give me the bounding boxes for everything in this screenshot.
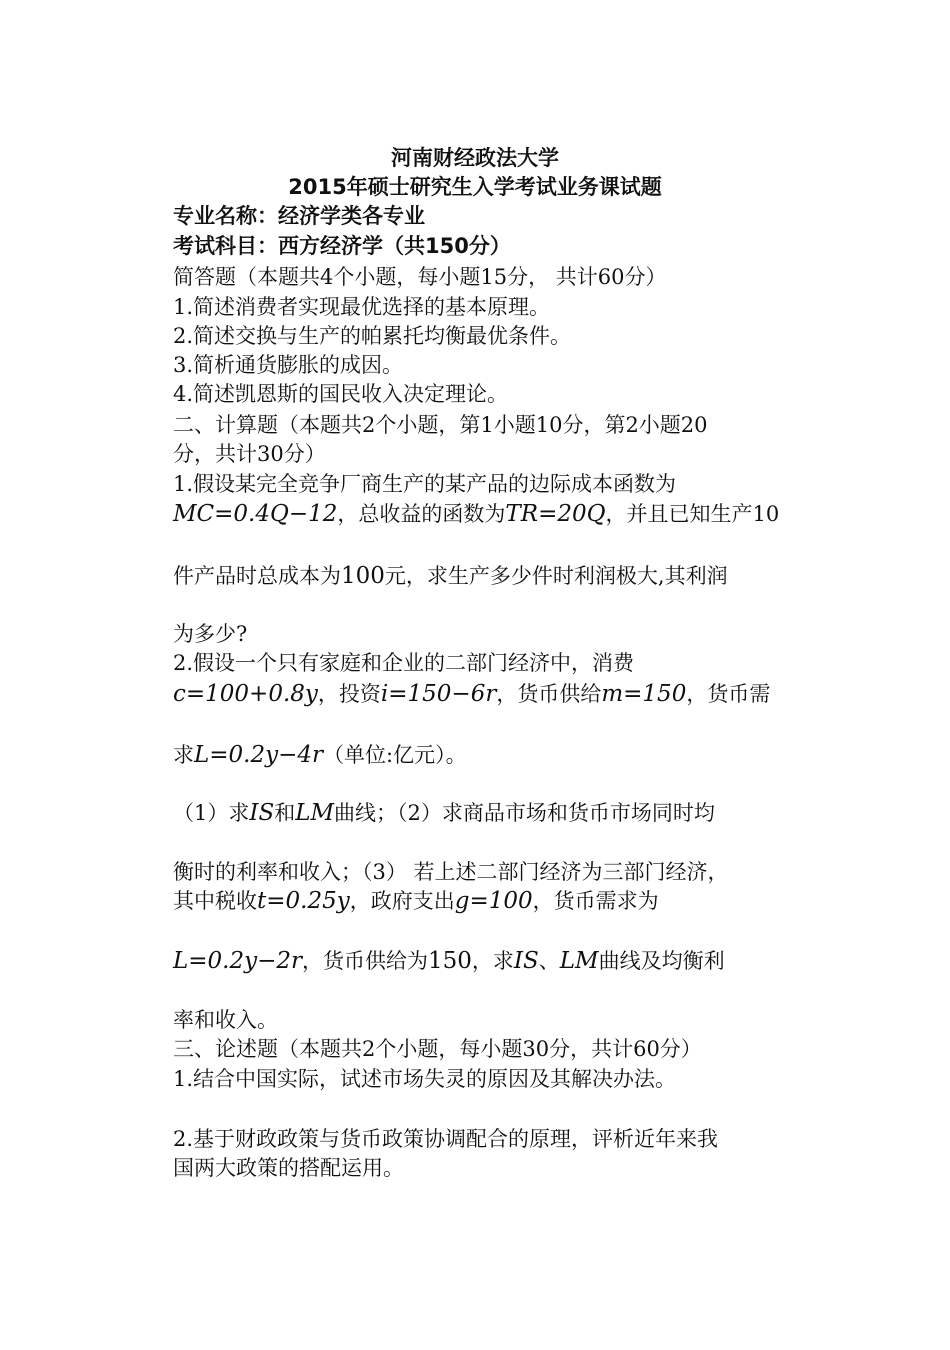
s1-question-2: 2.简述交换与生产的帕累托均衡最优条件。: [173, 324, 572, 348]
s2-q2-line4: （1）求IS和LM曲线；（2）求商品市场和货币市场同时均: [173, 800, 715, 826]
s2-q2-line7: L=0.2y−2r，货币供给为150，求IS、LM曲线及均衡利: [173, 948, 725, 974]
tax-formula: t=0.25y: [257, 888, 350, 914]
section2-title-a: 二、计算题（本题共2个小题，第1小题10分，第2小题20: [173, 413, 708, 437]
tr-formula: TR=20Q: [505, 501, 606, 527]
s2-q2-line8: 率和收入。: [173, 1008, 278, 1032]
s2-q2-line5: 衡时的利率和收入；（3） 若上述二部门经济为三部门经济，: [173, 860, 729, 884]
university-title: 河南财经政法大学: [391, 146, 559, 170]
money-supply-formula: m=150: [601, 681, 687, 707]
consumption-formula: c=100+0.8y: [173, 681, 318, 707]
gov-spending-formula: g=100: [454, 888, 533, 914]
s2-q2-line1: 2.假设一个只有家庭和企业的二部门经济中，消费: [173, 651, 635, 675]
section3-title: 三、论述题（本题共2个小题，每小题30分，共计60分）: [173, 1037, 702, 1061]
section2-title-b: 分，共计30分）: [173, 442, 326, 466]
s2-q2-line6: 其中税收t=0.25y，政府支出g=100，货币需求为: [173, 888, 659, 914]
lm-symbol: LM: [295, 800, 335, 826]
exam-title: 2015年硕士研究生入学考试业务课试题: [288, 175, 662, 199]
section1-title: 简答题（本题共4个小题，每小题15分， 共计60分）: [173, 265, 667, 289]
is-symbol-2: IS: [513, 948, 539, 974]
mc-formula: MC=0.4Q−12: [173, 501, 338, 527]
s2-q1-line1: 1.假设某完全竞争厂商生产的某产品的边际成本函数为: [173, 472, 677, 496]
s3-question-2b: 国两大政策的搭配运用。: [173, 1156, 404, 1180]
subject-line: 考试科目：西方经济学（共150分）: [173, 234, 511, 258]
money-demand-formula-2: L=0.2y−2r: [173, 948, 303, 974]
s1-question-1: 1.简述消费者实现最优选择的基本原理。: [173, 295, 551, 319]
s3-question-1: 1.结合中国实际，试述市场失灵的原因及其解决办法。: [173, 1067, 677, 1091]
money-demand-formula: L=0.2y−4r: [194, 742, 324, 768]
lm-symbol-2: LM: [559, 948, 599, 974]
investment-formula: i=150−6r: [380, 681, 497, 707]
s2-q1-line4: 为多少?: [173, 622, 248, 646]
is-symbol: IS: [249, 800, 275, 826]
s2-q1-line3: 件产品时总成本为100元，求生产多少件时利润极大,其利润: [173, 563, 728, 589]
s3-question-2a: 2.基于财政政策与货币政策协调配合的原理，评析近年来我: [173, 1127, 719, 1151]
s2-q2-line3: 求L=0.2y−4r（单位:亿元）。: [173, 742, 467, 768]
s2-q2-line2: c=100+0.8y，投资i=150−6r，货币供给m=150，货币需: [173, 681, 771, 707]
major-line: 专业名称：经济学类各专业: [173, 204, 425, 228]
s1-question-4: 4.简述凯恩斯的国民收入决定理论。: [173, 382, 509, 406]
s1-question-3: 3.简析通货膨胀的成因。: [173, 353, 404, 377]
s2-q1-line2: MC=0.4Q−12，总收益的函数为TR=20Q，并且已知生产10: [173, 501, 780, 527]
